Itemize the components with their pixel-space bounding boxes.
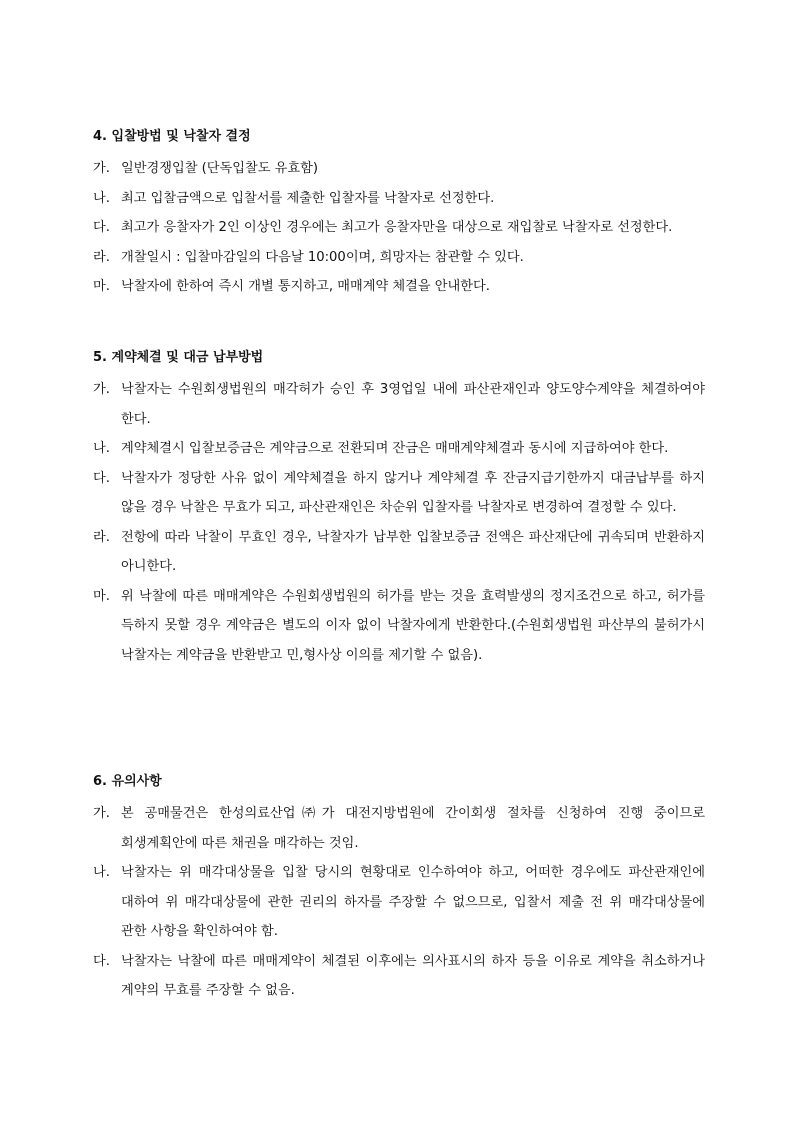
item-text: 낙찰자는 수원회생법원의 매각허가 승인 후 3영업일 내에 파산관재인과 양도양수계약을 체결하여야 한다. (121, 382, 705, 427)
item-marker: 나. (93, 865, 110, 880)
item-text: 낙찰자는 위 매각대상물을 입찰 당시의 현황대로 인수하여야 하고, 어떠한 경우에도 파산관재인에 대하여 위 매각대상물에 관한 권리의 하자를 주장할 수 없으므로, 입찰서 제출 전 위 매각대상물에 관한 사항을 확인하여야 함. (121, 865, 705, 939)
list-item (93, 947, 705, 1006)
section-bidding-method (93, 127, 705, 302)
section-heading: 4. 입찰방법 및 낙찰자 결정 (93, 129, 251, 144)
item-text: 본 공매물건은 한성의료산업㈜가 대전지방법원에 간이회생 절차를 신청하여 진행 중이므로 회생계획안에 따른 채권을 매각하는 것임. (121, 806, 705, 851)
list-item (93, 272, 705, 302)
list-item (93, 582, 705, 671)
section-heading: 6. 유의사항 (93, 774, 162, 789)
item-marker: 가. (93, 382, 110, 397)
item-marker: 나. (93, 441, 110, 456)
item-marker: 마. (93, 588, 110, 604)
item-marker: 마. (93, 279, 110, 294)
item-text: 최고 입찰금액으로 입찰서를 제출한 입찰자를 낙찰자로 선정한다. (121, 190, 495, 206)
list-item (93, 858, 705, 947)
list-item (93, 799, 705, 858)
list-item (93, 213, 705, 243)
section-precautions (93, 772, 705, 1006)
item-text: 일반경쟁입찰 (단독입찰도 유효함) (121, 161, 319, 176)
list-item (93, 184, 705, 214)
list-item (93, 375, 705, 434)
item-marker: 라. (93, 249, 110, 265)
item-marker: 다. (93, 220, 110, 235)
item-text: 낙찰자에 한하여 즉시 개별 통지하고, 매매계약 체결을 안내한다. (121, 279, 490, 294)
item-marker: 라. (93, 529, 110, 545)
item-text: 계약체결시 입찰보증금은 계약금으로 전환되며 잔금은 매매계약체결과 동시에 지급하여야 한다. (121, 441, 669, 456)
section-heading: 5. 계약체결 및 대금 납부방법 (93, 350, 264, 365)
list-item (93, 434, 705, 464)
item-marker: 나. (93, 190, 110, 206)
item-text: 개찰일시 : 입찰마감일의 다음날 10:00이며, 희망자는 참관할 수 있다. (121, 249, 524, 265)
item-text: 전항에 따라 낙찰이 무효인 경우, 낙찰자가 납부한 입찰보증금 전액은 파산재단에 귀속되며 반환하지 아니한다. (121, 529, 705, 574)
item-text: 낙찰자는 낙찰에 따른 매매계약이 체결된 이후에는 의사표시의 하자 등을 이유로 계약을 취소하거나 계약의 무효를 주장할 수 없음. (121, 953, 705, 998)
list-item (93, 523, 705, 582)
item-text: 위 낙찰에 따른 매매계약은 수원회생법원의 허가를 받는 것을 효력발생의 정지조건으로 하고, 허가를 득하지 못할 경우 계약금은 별도의 이자 없이 낙찰자에게 반환한다.(수원회생법원 파산부의 불허가시 낙찰자는 계약금을 반환받고 민,형사상 이의를 제기할 수 없음). (121, 588, 705, 663)
item-marker: 다. (93, 953, 110, 969)
item-marker: 가. (93, 806, 110, 821)
list-item (93, 243, 705, 273)
item-marker: 가. (93, 161, 110, 176)
section-contract-payment (93, 348, 705, 670)
list-item (93, 154, 705, 184)
item-text: 최고가 응찰자가 2인 이상인 경우에는 최고가 응찰자만을 대상으로 재입찰로 낙찰자로 선정한다. (121, 220, 673, 235)
item-marker: 다. (93, 470, 110, 486)
list-item (93, 464, 705, 523)
item-text: 낙찰자가 정당한 사유 없이 계약체결을 하지 않거나 계약체결 후 잔금지급기한까지 대금납부를 하지 않을 경우 낙찰은 무효가 되고, 파산관재인은 차순위 입찰자를 낙찰자로 변경하여 결정할 수 있다. (121, 470, 705, 515)
